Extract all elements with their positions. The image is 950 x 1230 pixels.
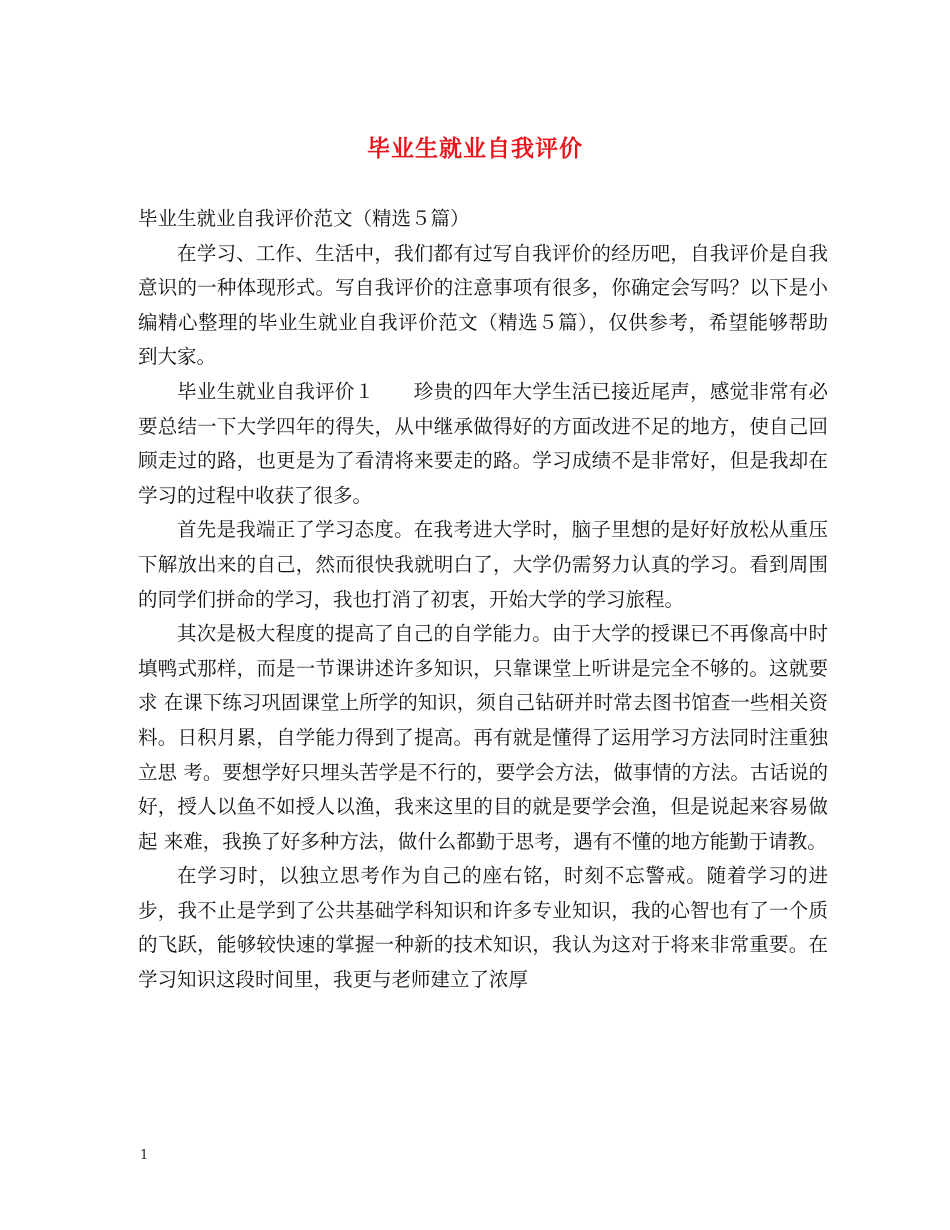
- document-body: [138, 202, 828, 998]
- paragraph-self-learning: 其次是极大程度的提高了自己的自学能力。由于大学的授课已不再像高中时填鸭式那样，而是一节课讲述许多知识，只靠课堂上听讲是完全不够的。这就要求 在课下练习巩固课堂上所学的知识，须自己钻研并时常去图书馆查一些相关资料。日积月累，自学能力得到了提高。再有就是懂得了运用学习方法同时注重独立思 考。要想学好只埋头苦学是不行的，要学会方法，做事情的方法。古话说的好，授人以鱼不如授人以渔，我来这里的目的就是要学会渔，但是说起来容易做起 来难，我换了好多种方法，做什么都勤于思考，遇有不懂的地方能勤于请教。: [138, 622, 828, 853]
- document-title: 毕业生就业自我评价: [367, 135, 583, 162]
- paragraph-essay-1-opening: 毕业生就业自我评价１ 珍贵的四年大学生活已接近尾声，感觉非常有必要总结一下大学四年的得失，从中继承做得好的方面改进不足的地方，使自己回顾走过的路，也更是为了看清将来要走的路。学习成绩不是非常好，但是我却在学习的过程中收获了很多。: [138, 379, 828, 507]
- document-subtitle: 毕业生就业自我评价范文（精选５篇）: [138, 207, 470, 230]
- paragraph-independent-thinking: 在学习时，以独立思考作为自己的座右铭，时刻不忘警戒。随着学习的进步，我不止是学到了公共基础学科知识和许多专业知识，我的心智也有了一个质的飞跃，能够较快速的掌握一种新的技术知识，我认为这对于将来非常重要。在学习知识这段时间里，我更与老师建立了浓厚: [138, 864, 828, 992]
- page-number: 1: [140, 1148, 149, 1163]
- paragraph-intro: 在学习、工作、生活中，我们都有过写自我评价的经历吧，自我评价是自我意识的一种体现形式。写自我评价的注意事项有很多，你确定会写吗？以下是小编精心整理的毕业生就业自我评价范文（精选５篇），仅供参考，希望能够帮助到大家。: [138, 241, 828, 369]
- paragraph-study-attitude: 首先是我端正了学习态度。在我考进大学时，脑子里想的是好好放松从重压下解放出来的自己，然而很快我就明白了，大学仍需努力认真的学习。看到周围的同学们拼命的学习，我也打消了初衷，开始大学的学习旅程。: [138, 518, 828, 611]
